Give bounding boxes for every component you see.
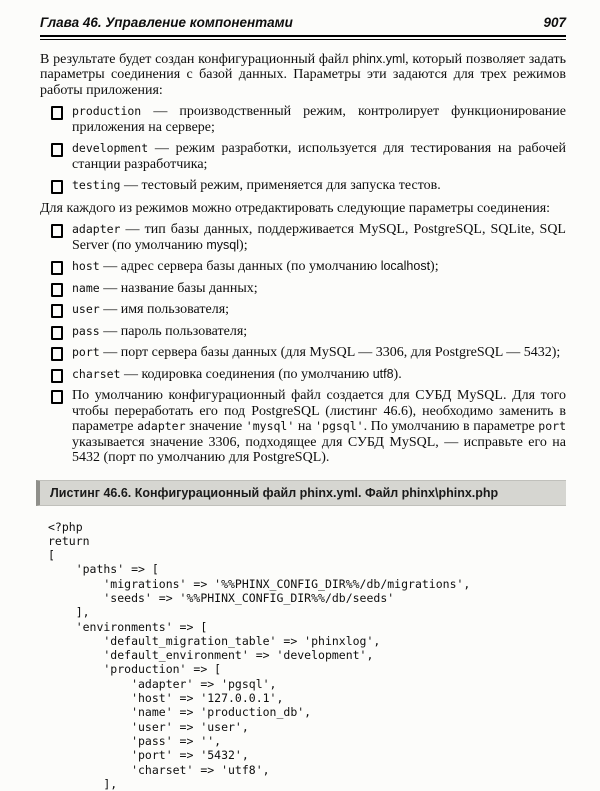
page-number: 907: [543, 15, 566, 31]
bullet-text: [72, 222, 566, 253]
text-segment: По умолчанию конфигурационный файл создается для СУБД MySQL. Для того чтобы переработать его под PostgreSQL (листинг 46.6), необходимо заменить в параметре: [72, 388, 566, 434]
text-segment: port: [72, 345, 100, 359]
text-segment: — производственный режим, контролирует функционирование приложения на сервере;: [72, 104, 566, 135]
checkbox-bullet-icon: [51, 390, 63, 404]
code-line: 'default_environment' => 'development',: [48, 648, 566, 662]
text-segment: — пароль пользователя;: [100, 324, 247, 339]
text-segment: development: [72, 141, 148, 155]
code-line: 'pass' => '',: [48, 734, 566, 748]
edit-params-paragraph: [40, 201, 566, 217]
text-segment: port: [538, 419, 566, 433]
bullet-item-default-note: [40, 388, 566, 466]
text-segment: В результате будет создан конфигурационный файл: [40, 52, 352, 67]
checkbox-bullet-icon: [51, 283, 63, 297]
code-line: 'port' => '5432',: [48, 748, 566, 762]
code-line: 'paths' => [: [48, 562, 566, 576]
bullet-item-testing: [40, 178, 566, 194]
bullet-text: [72, 324, 247, 339]
text-segment: charset: [72, 367, 120, 381]
checkbox-bullet-icon: [51, 180, 63, 194]
checkbox-bullet-icon: [51, 106, 63, 120]
code-line: 'host' => '127.0.0.1',: [48, 691, 566, 705]
checkbox-bullet-icon: [51, 224, 63, 238]
text-segment: Для каждого из режимов можно отредактировать следующие параметры соединения:: [40, 201, 550, 216]
bullet-item-charset: [40, 367, 566, 383]
text-segment: — название базы данных;: [100, 281, 258, 296]
text-segment: — кодировка соединения (по умолчанию: [120, 367, 372, 382]
code-line: 'environments' => [: [48, 620, 566, 634]
text-segment: — порт сервера базы данных (для MySQL — 3306, для PostgreSQL — 5432);: [100, 345, 561, 360]
text-segment: adapter: [137, 419, 185, 433]
checkbox-bullet-icon: [51, 326, 63, 340]
bullet-item-host: [40, 259, 566, 275]
bullet-item-development: [40, 141, 566, 172]
bullet-item-production: [40, 104, 566, 135]
text-segment: — имя пользователя;: [100, 302, 229, 317]
text-segment: ).: [394, 367, 402, 382]
text-segment: utf8: [373, 367, 394, 381]
bullet-item-user: [40, 302, 566, 318]
text-segment: user: [72, 302, 100, 316]
chapter-title: Глава 46. Управление компонентами: [40, 15, 293, 31]
text-segment: localhost: [381, 259, 430, 273]
text-segment: testing: [72, 178, 120, 192]
text-segment: );: [430, 259, 439, 274]
text-segment: phinx.yml: [352, 52, 405, 66]
code-line: 'user' => 'user',: [48, 720, 566, 734]
text-segment: 'pgsql': [315, 419, 363, 433]
bullet-item-port: [40, 345, 566, 361]
text-segment: production: [72, 104, 141, 118]
code-line: ],: [48, 777, 566, 791]
text-segment: pass: [72, 324, 100, 338]
checkbox-bullet-icon: [51, 261, 63, 275]
bullet-text: [72, 104, 566, 135]
checkbox-bullet-icon: [51, 369, 63, 383]
bullet-text: [72, 141, 566, 172]
code-line: 'charset' => 'utf8',: [48, 763, 566, 777]
text-segment: , который позволяет задать параметры соединения с базой данных. Параметры эти задаются для трех режимов работы приложения:: [40, 52, 566, 98]
bullet-text: [72, 388, 566, 465]
text-segment: указывается значение 3306, подходящее для СУБД MySQL, — исправьте его на 5432 (порт по умолчанию для PostgreSQL).: [72, 435, 566, 466]
text-segment: host: [72, 259, 100, 273]
text-segment: name: [72, 281, 100, 295]
bullet-text: [72, 345, 560, 360]
listing-caption: Листинг 46.6. Конфигурационный файл phinx.yml. Файл phinx\phinx.php: [36, 480, 566, 506]
text-segment: — режим разработки, используется для тестирования на рабочей станции разработчика;: [72, 141, 566, 172]
code-line: ],: [48, 605, 566, 619]
bullet-text: [72, 281, 258, 296]
bullet-item-pass: [40, 324, 566, 340]
text-segment: adapter: [72, 222, 120, 236]
intro-paragraph: [40, 52, 566, 99]
bullet-item-adapter: [40, 222, 566, 253]
text-segment: . По умолчанию в параметре: [364, 419, 539, 434]
mode-bullet-list: [40, 104, 566, 194]
code-line: 'migrations' => '%%PHINX_CONFIG_DIR%%/db/migrations',: [48, 577, 566, 591]
code-line: 'seeds' => '%%PHINX_CONFIG_DIR%%/db/seeds': [48, 591, 566, 605]
checkbox-bullet-icon: [51, 143, 63, 157]
param-bullet-list: [40, 222, 566, 466]
bullet-text: [72, 259, 439, 274]
bullet-text: [72, 367, 402, 382]
text-segment: );: [239, 238, 248, 253]
code-line: return: [48, 534, 566, 548]
text-segment: значение: [186, 419, 246, 434]
header-rule-thin: [40, 39, 566, 40]
checkbox-bullet-icon: [51, 304, 63, 318]
text-segment: на: [294, 419, 315, 434]
checkbox-bullet-icon: [51, 347, 63, 361]
page-header: [40, 15, 566, 31]
header-rule-thick: [40, 35, 566, 37]
bullet-text: [72, 178, 441, 193]
code-line: 'adapter' => 'pgsql',: [48, 677, 566, 691]
bullet-text: [72, 302, 229, 317]
code-line: <?php: [48, 520, 566, 534]
code-line: [: [48, 548, 566, 562]
text-segment: — тестовый режим, применяется для запуска тестов.: [120, 178, 440, 193]
code-line: 'name' => 'production_db',: [48, 705, 566, 719]
text-segment: — тип базы данных, поддерживается MySQL, PostgreSQL, SQLite, SQL Server (по умолчанию: [72, 222, 566, 253]
code-line: 'production' => [: [48, 662, 566, 676]
bullet-item-name: [40, 281, 566, 297]
code-line: 'default_migration_table' => 'phinxlog',: [48, 634, 566, 648]
code-block: [48, 520, 566, 791]
text-segment: — адрес сервера базы данных (по умолчанию: [100, 259, 381, 274]
text-segment: mysql: [206, 238, 239, 252]
text-segment: 'mysql': [246, 419, 294, 433]
